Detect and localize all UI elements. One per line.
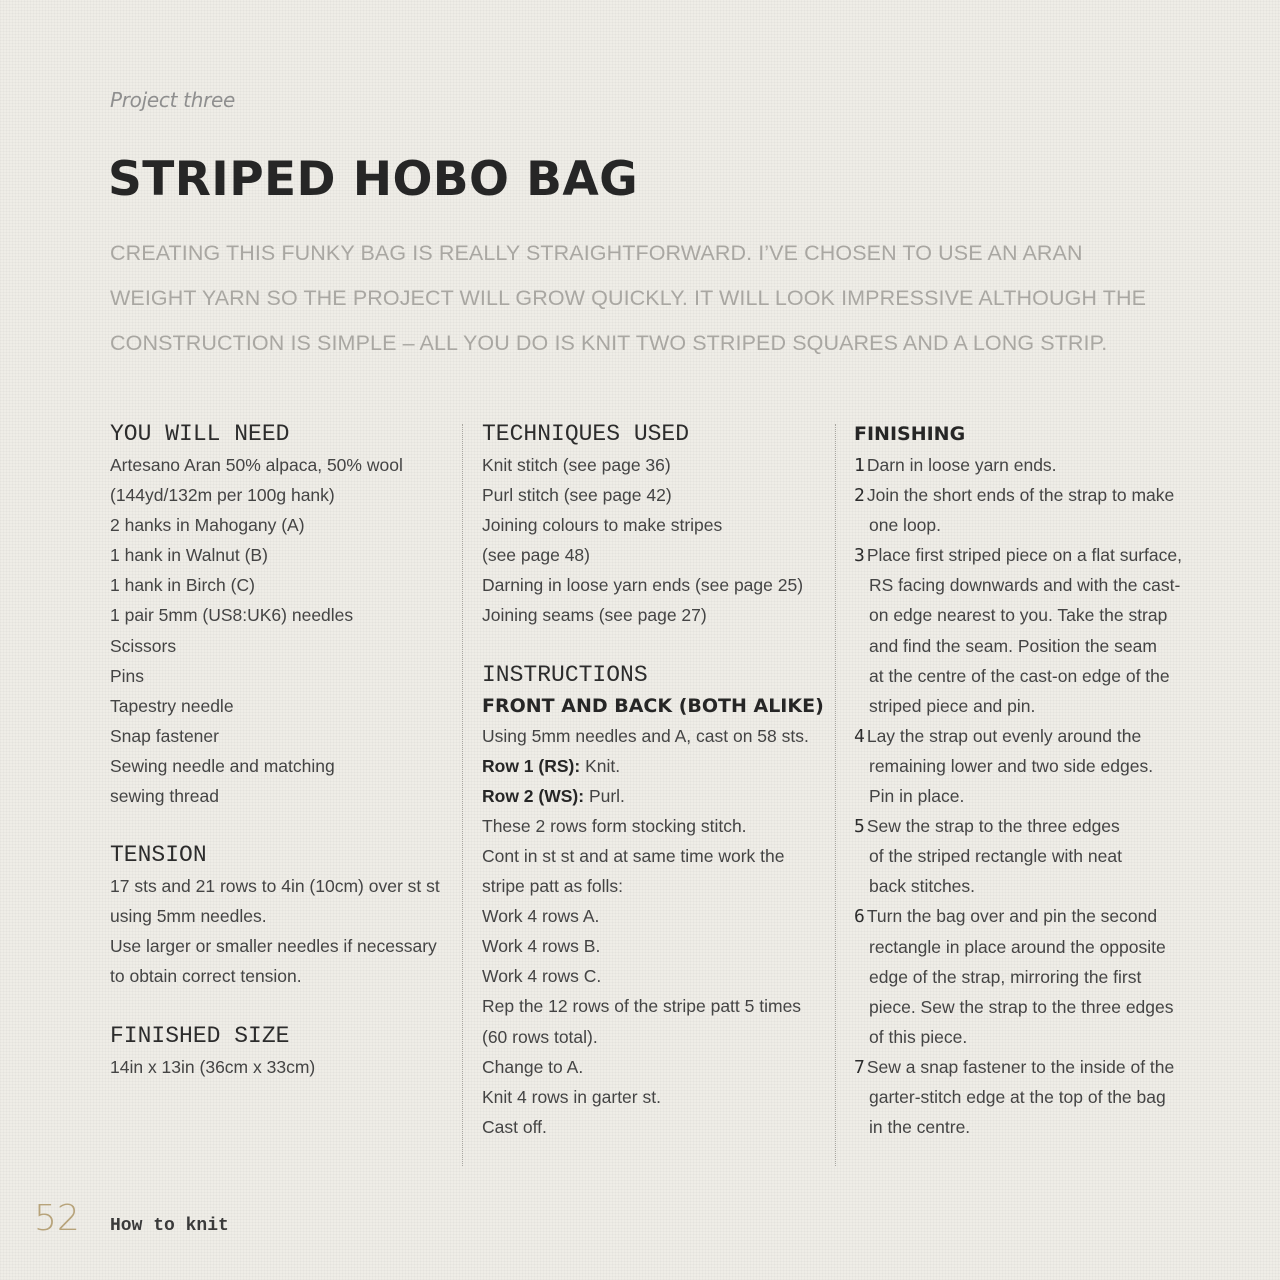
list-item: Scissors: [110, 635, 177, 656]
finishing-step: [854, 1052, 1199, 1142]
step-line: [854, 1082, 1199, 1112]
finishing-step: [854, 721, 1199, 811]
column-divider: [835, 424, 836, 1166]
list-item: (144yd/132m per 100g hank): [110, 485, 335, 506]
step-line: [854, 781, 1199, 811]
step-line: [854, 661, 1199, 691]
step-text: Lay the strap out evenly around the: [866, 725, 1142, 746]
instruction-line: stripe patt as folls:: [482, 876, 624, 897]
step-text: edge of the strap, mirroring the first: [869, 966, 1142, 987]
step-line: [854, 540, 1199, 570]
row-1-text: Knit.: [580, 755, 621, 776]
list-item: Purl stitch (see page 42): [482, 485, 672, 506]
step-line: [854, 751, 1199, 781]
step-line: [854, 1052, 1199, 1082]
step-text: piece. Sew the strap to the three edges: [869, 996, 1174, 1017]
list-item: 1 pair 5mm (US8:UK6) needles: [110, 605, 354, 626]
list-item: Darning in loose yarn ends (see page 25): [482, 575, 804, 596]
step-text: Turn the bag over and pin the second: [866, 906, 1158, 927]
instruction-line: Using 5mm needles and A, cast on 58 sts.: [482, 725, 809, 746]
step-text: Place first striped piece on a flat surface,: [866, 545, 1182, 566]
instruction-line: Work 4 rows A.: [482, 906, 600, 927]
materials-column: [110, 418, 450, 1082]
instruction-line: Work 4 rows C.: [482, 966, 602, 987]
finishing-steps: [854, 450, 1199, 1142]
instructions-heading: INSTRUCTIONS: [482, 661, 648, 688]
list-item: Pins: [110, 665, 145, 686]
techniques-column: [482, 418, 827, 1142]
row-1-instruction: [482, 751, 827, 781]
list-item: Snap fastener: [110, 725, 219, 746]
tension-heading: TENSION: [110, 842, 207, 869]
column-divider: [462, 424, 463, 1166]
step-line: [854, 480, 1199, 510]
techniques-heading: TECHNIQUES USED: [482, 421, 690, 447]
tension-line: Use larger or smaller needles if necessary: [110, 936, 437, 957]
step-line: [854, 691, 1199, 721]
intro-line: CONSTRUCTION IS SIMPLE – ALL YOU DO IS KNIT TWO STRIPED SQUARES AND A LONG STRIP.: [110, 331, 1108, 355]
project-kicker: Project three: [110, 88, 236, 112]
finishing-step: [854, 540, 1199, 721]
step-text: rectangle in place around the opposite: [869, 936, 1166, 957]
step-text: and find the seam. Position the seam: [869, 635, 1157, 656]
list-item: sewing thread: [110, 786, 219, 807]
step-number: 4: [854, 725, 865, 747]
instruction-line: These 2 rows form stocking stitch.: [482, 815, 747, 836]
instruction-line: (60 rows total).: [482, 1026, 598, 1047]
step-text: Sew the strap to the three edges: [866, 816, 1120, 837]
step-text: Join the short ends of the strap to make: [866, 485, 1175, 506]
step-text: of the striped rectangle with neat: [869, 846, 1122, 867]
list-item: Tapestry needle: [110, 695, 234, 716]
step-number: 2: [854, 485, 865, 507]
instruction-line: Knit 4 rows in garter st.: [482, 1086, 661, 1107]
instructions-subheading: FRONT AND BACK (BOTH ALIKE): [482, 694, 824, 717]
finishing-column: [854, 418, 1199, 1142]
step-number: 1: [854, 455, 865, 476]
step-line: [854, 901, 1199, 931]
step-text: one loop.: [869, 515, 942, 536]
list-item: 1 hank in Walnut (B): [110, 545, 268, 566]
list-item: Sewing needle and matching: [110, 755, 335, 776]
instruction-line: Rep the 12 rows of the stripe patt 5 times: [482, 996, 802, 1017]
step-text: of this piece.: [869, 1026, 968, 1047]
finishing-step: [854, 901, 1199, 1051]
step-text: Sew a snap fastener to the inside of the: [866, 1056, 1175, 1077]
you-will-need-heading: YOU WILL NEED: [110, 421, 290, 447]
row-2-text: Purl.: [584, 785, 625, 806]
step-line: [854, 1112, 1199, 1142]
step-text: remaining lower and two side edges.: [869, 755, 1154, 776]
instruction-line: Cast off.: [482, 1116, 547, 1137]
step-line: [854, 871, 1199, 901]
step-line: [854, 992, 1199, 1022]
step-text: on edge nearest to you. Take the strap: [869, 605, 1168, 626]
step-line: [854, 721, 1199, 751]
list-item: Joining colours to make stripes: [482, 515, 723, 536]
tension-text: [110, 871, 450, 991]
page-number: 52: [34, 1198, 80, 1239]
step-text: striped piece and pin.: [869, 695, 1036, 716]
step-line: [854, 631, 1199, 661]
tension-line: 17 sts and 21 rows to 4in (10cm) over st st: [110, 876, 440, 897]
finishing-step: [854, 450, 1199, 480]
instruction-line: Work 4 rows B.: [482, 936, 601, 957]
instruction-line: Change to A.: [482, 1056, 584, 1077]
step-text: Pin in place.: [869, 786, 965, 807]
intro-line: WEIGHT YARN SO THE PROJECT WILL GROW QUICKLY. IT WILL LOOK IMPRESSIVE ALTHOUGH THE: [110, 286, 1147, 310]
step-line: [854, 932, 1199, 962]
finishing-heading: FINISHING: [854, 423, 966, 445]
techniques-list: [482, 450, 827, 631]
list-item: Artesano Aran 50% alpaca, 50% wool: [110, 455, 403, 475]
list-item: Joining seams (see page 27): [482, 605, 707, 626]
step-line: [854, 600, 1199, 630]
step-number: 7: [854, 1056, 865, 1078]
step-line: [854, 510, 1199, 540]
list-item: (see page 48): [482, 545, 590, 566]
step-number: 3: [854, 545, 865, 567]
intro-line: CREATING THIS FUNKY BAG IS REALLY STRAIGHTFORWARD. I’VE CHOSEN TO USE AN ARAN: [110, 241, 1083, 265]
intro-paragraph: [110, 231, 1190, 366]
row-2-instruction: [482, 781, 827, 811]
step-text: RS facing downwards and with the cast-: [869, 575, 1181, 596]
step-line: [854, 841, 1199, 871]
step-line: [854, 570, 1199, 600]
tension-line: using 5mm needles.: [110, 906, 267, 927]
finished-size-value: 14in x 13in (36cm x 33cm): [110, 1056, 316, 1077]
step-line: [854, 450, 1199, 480]
step-line: [854, 811, 1199, 841]
page-title: STRIPED HOBO BAG: [108, 152, 639, 207]
step-number: 6: [854, 906, 865, 928]
list-item: 2 hanks in Mahogany (A): [110, 515, 305, 536]
instruction-line: Cont in st st and at same time work the: [482, 845, 785, 866]
step-line: [854, 962, 1199, 992]
step-text: back stitches.: [869, 876, 976, 897]
materials-list: [110, 450, 450, 811]
tension-line: to obtain correct tension.: [110, 966, 302, 987]
finishing-step: [854, 480, 1199, 540]
row-1-label: Row 1 (RS):: [482, 755, 581, 776]
list-item: Knit stitch (see page 36): [482, 455, 671, 475]
book-title: How to knit: [110, 1216, 229, 1236]
row-2-label: Row 2 (WS):: [482, 785, 585, 806]
finished-size-heading: FINISHED SIZE: [110, 1022, 290, 1049]
list-item: 1 hank in Birch (C): [110, 575, 255, 596]
step-line: [854, 1022, 1199, 1052]
finishing-step: [854, 811, 1199, 901]
step-text: at the centre of the cast-on edge of the: [869, 665, 1170, 686]
step-text: garter-stitch edge at the top of the bag: [869, 1086, 1166, 1107]
step-number: 5: [854, 816, 865, 838]
step-text: Darn in loose yarn ends.: [866, 455, 1057, 475]
step-text: in the centre.: [869, 1117, 971, 1138]
